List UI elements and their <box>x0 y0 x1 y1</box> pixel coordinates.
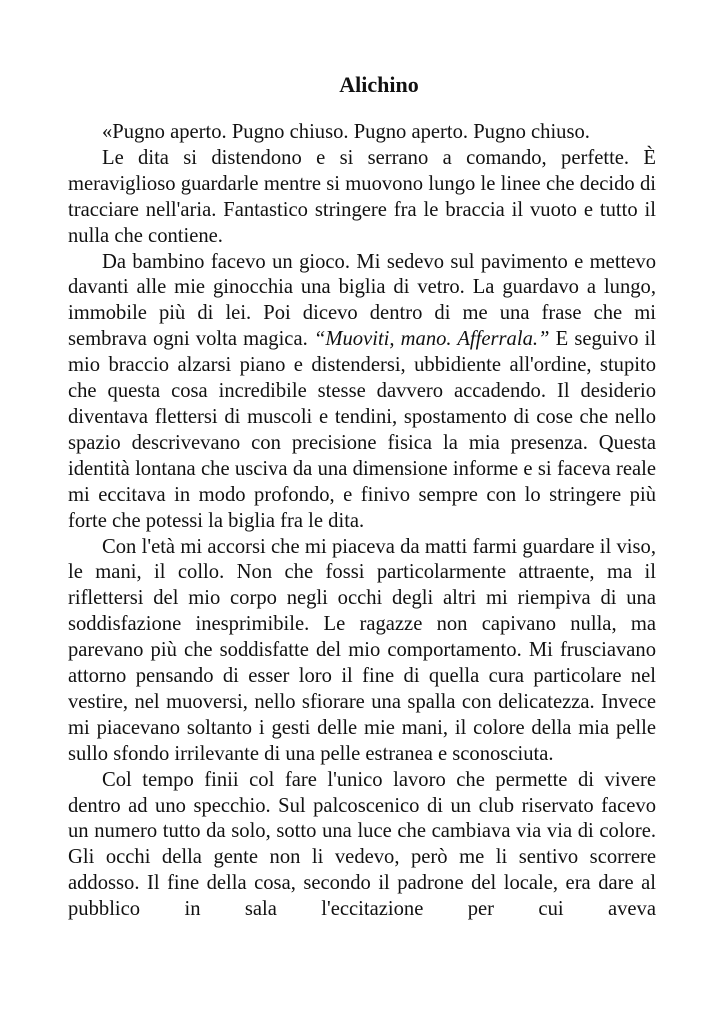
paragraph-3 <box>68 250 656 535</box>
paragraph-3-after: E seguivo il mio braccio alzarsi piano e distendersi, ubbidiente all'ordine, stupito che questa cosa incredibile stesse davvero accadendo. Il desiderio diventava flettersi di muscoli e tendini, spostamento di cose che nello spazio descrivevano con precisione fisica la mia presenza. Questa identità lontana che usciva da una dimensione informe e si faceva reale mi eccitava in modo profondo, e finivo sempre con lo stringere più forte che potessi la biglia fra le dita. <box>68 328 656 532</box>
paragraph-5: Col tempo finii col fare l'unico lavoro che permette di vivere dentro ad uno specchio. Sul palcoscenico di un club riservato facevo un numero tutto da solo, sotto una luce che cambiava via via di colore. Gli occhi della gente non li vedevo, però me li sentivo scorrere addosso. Il fine della cosa, secondo il padrone del locale, era dare al pubblico in sala l'eccitazione per cui aveva <box>68 768 656 921</box>
body-text <box>68 120 656 923</box>
paragraph-3-before: Da bambino facevo un gioco. Mi sedevo sul pavimento e mettevo davanti alle mie ginocchia una biglia di vetro. La guardavo a lungo, immobile più di lei. Poi dicevo dentro di me una frase che mi sembrava ogni volta magica. <box>68 250 656 351</box>
paragraph-1: «Pugno aperto. Pugno chiuso. Pugno aperto. Pugno chiuso. <box>102 121 590 143</box>
paragraph-2: Le dita si distendono e si serrano a comando, perfette. È meraviglioso guardarle mentre si muovono lungo le linee che decido di tracciare nell'aria. Fantastico stringere fra le braccia il vuoto e tutto il nulla che contiene. <box>68 146 656 247</box>
paragraph-3-italic-quote: “Muoviti, mano. Afferrala.” <box>313 328 550 351</box>
paragraph-4: Con l'età mi accorsi che mi piaceva da matti farmi guardare il viso, le mani, il collo. Non che fossi particolarmente attraente, ma il riflettersi del mio corpo negli occhi degli altri mi riempiva di una soddisfazione inesprimibile. Le ragazze non capivano nulla, ma parevano più che soddisfatte del mio comportamento. Mi frusciavano attorno pensando di esser loro il fine di quella cura particolare nel vestire, nel muoversi, nello sfiorare una spalla con delicatezza. Invece mi piacevano soltanto i gesti delle mie mani, il colore della mia pelle sullo sfondo irrilevante di una pelle estranea e sconosciuta. <box>68 535 656 765</box>
page-title: Alichino <box>339 72 419 97</box>
